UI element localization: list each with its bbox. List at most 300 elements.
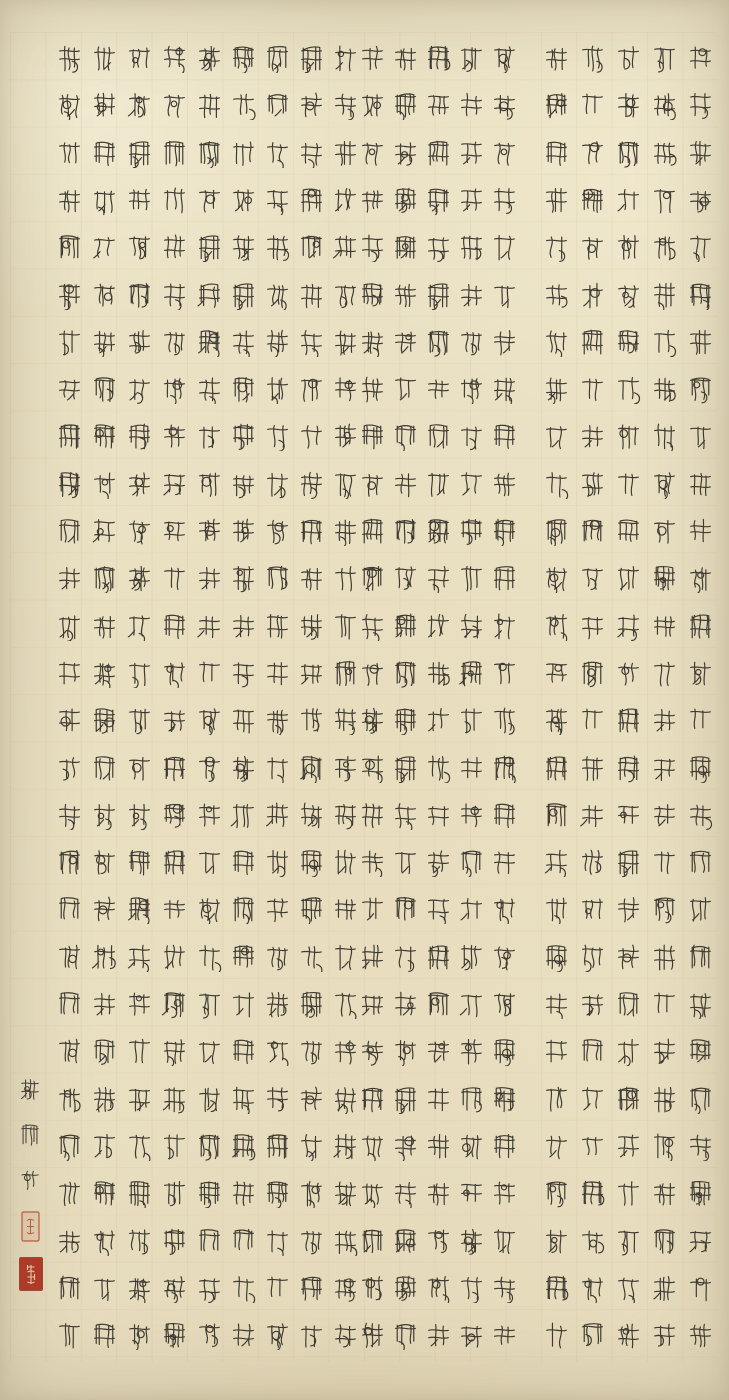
- seal-character: [87, 230, 121, 264]
- seal-character: [328, 892, 362, 926]
- seal-character: [87, 1081, 121, 1115]
- seal-character: [52, 182, 86, 216]
- seal-character: [52, 750, 86, 784]
- seal-character: [388, 372, 422, 406]
- seal-character: [575, 41, 609, 75]
- seal-character: [454, 1081, 488, 1115]
- seal-character: [421, 277, 455, 311]
- seal-character: [192, 608, 226, 642]
- seal-character: [52, 466, 86, 500]
- seal-character: [421, 1318, 455, 1352]
- seal-character: [575, 1318, 609, 1352]
- seal-character: [260, 987, 294, 1021]
- text-column-9: [388, 0, 422, 1400]
- seal-character: [157, 845, 191, 879]
- text-column-1: [683, 0, 717, 1400]
- seal-character: [122, 1223, 156, 1257]
- seal-character: [328, 324, 362, 358]
- seal-character: [52, 703, 86, 737]
- seal-character: [539, 182, 573, 216]
- seal-character: [454, 1034, 488, 1068]
- seal-character: [575, 514, 609, 548]
- seal-character: [647, 561, 681, 595]
- seal-character: [157, 703, 191, 737]
- seal-character: [421, 88, 455, 122]
- seal-character: [260, 324, 294, 358]
- seal-character: [328, 277, 362, 311]
- seal-character: [192, 797, 226, 831]
- seal-character: [294, 135, 328, 169]
- text-column-14: [226, 0, 260, 1400]
- seal-character: [294, 1270, 328, 1304]
- seal-character: [454, 750, 488, 784]
- seal-character: [454, 372, 488, 406]
- seal-character: [226, 41, 260, 75]
- seal-character: [87, 561, 121, 595]
- seal-character: [388, 514, 422, 548]
- text-column-11: [328, 0, 362, 1400]
- seal-character: [487, 1128, 521, 1162]
- seal-character: [87, 1176, 121, 1210]
- seal-character: [539, 514, 573, 548]
- seal-character: [575, 1081, 609, 1115]
- seal-character: [260, 135, 294, 169]
- seal-character: [647, 608, 681, 642]
- seal-character: [87, 1128, 121, 1162]
- seal-character: [388, 1176, 422, 1210]
- seal-character: [192, 750, 226, 784]
- seal-character: [539, 987, 573, 1021]
- seal-character: [87, 41, 121, 75]
- seal-character: [122, 892, 156, 926]
- seal-character: [122, 1128, 156, 1162]
- artist-seal-upper: [21, 1211, 40, 1242]
- seal-character: [454, 230, 488, 264]
- seal-character: [87, 939, 121, 973]
- seal-character: [388, 608, 422, 642]
- seal-character: [539, 277, 573, 311]
- seal-character: [87, 277, 121, 311]
- text-column-16: [157, 0, 191, 1400]
- seal-character: [192, 135, 226, 169]
- seal-character: [647, 466, 681, 500]
- seal-character: [647, 939, 681, 973]
- seal-character: [683, 1034, 717, 1068]
- seal-character: [157, 892, 191, 926]
- seal-character: [611, 608, 645, 642]
- seal-character: [388, 655, 422, 689]
- seal-character: [575, 1176, 609, 1210]
- seal-character: [575, 88, 609, 122]
- seal-character: [388, 703, 422, 737]
- seal-character: [122, 1270, 156, 1304]
- seal-character: [260, 703, 294, 737]
- seal-character: [260, 655, 294, 689]
- seal-character: [87, 514, 121, 548]
- seal-character: [157, 608, 191, 642]
- seal-character: [454, 1270, 488, 1304]
- seal-character: [122, 514, 156, 548]
- seal-character: [157, 750, 191, 784]
- seal-character: [157, 182, 191, 216]
- seal-character: [575, 1223, 609, 1257]
- seal-character: [421, 1223, 455, 1257]
- seal-character: [683, 1176, 717, 1210]
- seal-character: [421, 703, 455, 737]
- seal-character: [294, 1318, 328, 1352]
- seal-character: [157, 939, 191, 973]
- seal-character: [575, 1034, 609, 1068]
- seal-character: [52, 939, 86, 973]
- seal-character: [683, 797, 717, 831]
- seal-character: [683, 1318, 717, 1352]
- seal-character: [388, 419, 422, 453]
- seal-character: [487, 41, 521, 75]
- seal-character: [388, 845, 422, 879]
- seal-character: [647, 135, 681, 169]
- seal-character: [388, 466, 422, 500]
- seal-character: [52, 372, 86, 406]
- seal-character: [294, 939, 328, 973]
- seal-character: [157, 797, 191, 831]
- seal-character: [454, 419, 488, 453]
- seal-character: [683, 608, 717, 642]
- seal-character: [328, 608, 362, 642]
- seal-character: [454, 797, 488, 831]
- seal-character: [294, 1034, 328, 1068]
- seal-character: [647, 88, 681, 122]
- seal-character: [294, 703, 328, 737]
- seal-character: [157, 1176, 191, 1210]
- seal-character: [294, 1176, 328, 1210]
- seal-character: [157, 230, 191, 264]
- seal-character: [294, 419, 328, 453]
- seal-character: [611, 845, 645, 879]
- seal-character: [52, 987, 86, 1021]
- seal-character: [294, 987, 328, 1021]
- seal-character: [454, 41, 488, 75]
- seal-character: [388, 1034, 422, 1068]
- seal-character: [575, 561, 609, 595]
- seal-character: [647, 655, 681, 689]
- seal-character: [575, 419, 609, 453]
- seal-character: [539, 1176, 573, 1210]
- seal-character: [575, 1270, 609, 1304]
- seal-character: [87, 419, 121, 453]
- seal-character: [683, 845, 717, 879]
- signature-character: [17, 1121, 43, 1147]
- seal-character: [388, 182, 422, 216]
- seal-character: [421, 845, 455, 879]
- seal-character: [260, 797, 294, 831]
- seal-character: [328, 797, 362, 831]
- text-column-4: [575, 0, 609, 1400]
- seal-character: [226, 514, 260, 548]
- seal-character: [487, 1176, 521, 1210]
- seal-character: [192, 845, 226, 879]
- seal-character: [192, 514, 226, 548]
- seal-character: [260, 88, 294, 122]
- seal-character: [421, 797, 455, 831]
- seal-character: [539, 1128, 573, 1162]
- seal-character: [52, 561, 86, 595]
- seal-character: [647, 230, 681, 264]
- seal-character: [454, 892, 488, 926]
- seal-character: [421, 1176, 455, 1210]
- seal-character: [122, 608, 156, 642]
- seal-character: [122, 135, 156, 169]
- seal-character: [454, 939, 488, 973]
- seal-character: [388, 561, 422, 595]
- seal-character: [87, 1270, 121, 1304]
- seal-character: [294, 1223, 328, 1257]
- seal-character: [122, 466, 156, 500]
- seal-character: [52, 845, 86, 879]
- seal-character: [539, 324, 573, 358]
- seal-character: [157, 277, 191, 311]
- seal-character: [487, 182, 521, 216]
- seal-character: [52, 608, 86, 642]
- seal-character: [487, 703, 521, 737]
- seal-character: [87, 750, 121, 784]
- seal-character: [260, 1081, 294, 1115]
- seal-character: [328, 88, 362, 122]
- seal-character: [647, 987, 681, 1021]
- seal-character: [487, 466, 521, 500]
- seal-character: [122, 1176, 156, 1210]
- seal-character: [122, 88, 156, 122]
- seal-character: [260, 939, 294, 973]
- seal-character: [647, 1176, 681, 1210]
- seal-character: [294, 466, 328, 500]
- seal-character: [192, 88, 226, 122]
- seal-character: [226, 1081, 260, 1115]
- seal-character: [87, 797, 121, 831]
- seal-character: [260, 1176, 294, 1210]
- seal-character: [487, 88, 521, 122]
- seal-character: [611, 372, 645, 406]
- seal-character: [122, 1318, 156, 1352]
- seal-character: [683, 182, 717, 216]
- seal-character: [328, 466, 362, 500]
- seal-character: [328, 135, 362, 169]
- seal-character: [192, 182, 226, 216]
- seal-character: [122, 1081, 156, 1115]
- seal-character: [388, 88, 422, 122]
- seal-character: [157, 1270, 191, 1304]
- seal-character: [328, 1034, 362, 1068]
- seal-character: [87, 182, 121, 216]
- seal-character: [539, 466, 573, 500]
- text-column-2: [647, 0, 681, 1400]
- seal-character: [52, 324, 86, 358]
- seal-character: [294, 182, 328, 216]
- seal-character: [683, 41, 717, 75]
- seal-character: [647, 892, 681, 926]
- seal-character: [226, 750, 260, 784]
- seal-character: [575, 277, 609, 311]
- seal-character: [294, 41, 328, 75]
- seal-character: [611, 1128, 645, 1162]
- seal-character: [575, 182, 609, 216]
- seal-character: [192, 277, 226, 311]
- seal-character: [260, 230, 294, 264]
- seal-character: [487, 1081, 521, 1115]
- signature-character: [17, 1166, 43, 1192]
- seal-character: [487, 987, 521, 1021]
- seal-character: [683, 750, 717, 784]
- seal-character: [122, 987, 156, 1021]
- seal-character: [575, 1128, 609, 1162]
- seal-character: [226, 987, 260, 1021]
- seal-character: [328, 655, 362, 689]
- seal-character: [226, 1223, 260, 1257]
- seal-character: [226, 655, 260, 689]
- seal-character: [226, 703, 260, 737]
- seal-character: [294, 797, 328, 831]
- seal-character: [611, 88, 645, 122]
- seal-character: [87, 1223, 121, 1257]
- seal-character: [421, 608, 455, 642]
- seal-character: [388, 1270, 422, 1304]
- seal-character: [122, 750, 156, 784]
- seal-character: [192, 230, 226, 264]
- seal-character: [226, 277, 260, 311]
- seal-character: [454, 88, 488, 122]
- seal-character: [328, 372, 362, 406]
- seal-character: [575, 750, 609, 784]
- seal-character: [611, 182, 645, 216]
- seal-character: [122, 655, 156, 689]
- seal-character: [260, 1223, 294, 1257]
- seal-character: [683, 372, 717, 406]
- seal-character: [328, 939, 362, 973]
- seal-character: [388, 277, 422, 311]
- seal-character: [122, 230, 156, 264]
- seal-character: [487, 608, 521, 642]
- seal-character: [683, 939, 717, 973]
- seal-character: [487, 1270, 521, 1304]
- seal-character: [192, 1318, 226, 1352]
- seal-character: [539, 419, 573, 453]
- seal-character: [539, 892, 573, 926]
- seal-character: [683, 135, 717, 169]
- seal-character: [328, 419, 362, 453]
- seal-character: [487, 324, 521, 358]
- seal-character: [611, 1176, 645, 1210]
- seal-character: [487, 135, 521, 169]
- seal-character: [52, 277, 86, 311]
- seal-character: [328, 1176, 362, 1210]
- seal-character: [87, 845, 121, 879]
- seal-character: [52, 892, 86, 926]
- text-column-7: [454, 0, 488, 1400]
- seal-character: [575, 135, 609, 169]
- seal-character: [539, 1318, 573, 1352]
- seal-character: [260, 372, 294, 406]
- seal-character: [294, 514, 328, 548]
- seal-character: [260, 1034, 294, 1068]
- seal-character: [328, 230, 362, 264]
- seal-character: [52, 419, 86, 453]
- seal-character: [575, 845, 609, 879]
- seal-character: [454, 182, 488, 216]
- text-column-19: [52, 0, 86, 1400]
- seal-character: [260, 466, 294, 500]
- seal-character: [87, 372, 121, 406]
- seal-character: [192, 1128, 226, 1162]
- seal-character: [611, 1081, 645, 1115]
- seal-character: [611, 324, 645, 358]
- seal-character: [421, 1270, 455, 1304]
- seal-character: [421, 939, 455, 973]
- seal-character: [647, 419, 681, 453]
- seal-character: [454, 1223, 488, 1257]
- seal-character: [294, 372, 328, 406]
- seal-character: [260, 561, 294, 595]
- seal-character: [294, 1081, 328, 1115]
- seal-character: [647, 1318, 681, 1352]
- seal-character: [192, 655, 226, 689]
- seal-character: [328, 561, 362, 595]
- seal-character: [226, 466, 260, 500]
- seal-character: [388, 987, 422, 1021]
- seal-character: [157, 1034, 191, 1068]
- seal-character: [388, 750, 422, 784]
- seal-character: [611, 514, 645, 548]
- seal-character: [611, 987, 645, 1021]
- seal-character: [52, 88, 86, 122]
- seal-character: [647, 1270, 681, 1304]
- seal-character: [226, 1318, 260, 1352]
- seal-character: [226, 182, 260, 216]
- seal-character: [157, 324, 191, 358]
- seal-character: [611, 655, 645, 689]
- seal-character: [487, 230, 521, 264]
- seal-character: [611, 892, 645, 926]
- seal-character: [539, 750, 573, 784]
- seal-character: [294, 88, 328, 122]
- seal-character: [454, 703, 488, 737]
- seal-character: [683, 987, 717, 1021]
- seal-character: [539, 939, 573, 973]
- seal-character: [539, 703, 573, 737]
- seal-character: [683, 1128, 717, 1162]
- seal-character: [647, 1081, 681, 1115]
- seal-character: [226, 1176, 260, 1210]
- seal-character: [226, 1034, 260, 1068]
- seal-character: [192, 419, 226, 453]
- seal-character: [122, 277, 156, 311]
- seal-character: [539, 230, 573, 264]
- seal-character: [226, 797, 260, 831]
- seal-character: [294, 324, 328, 358]
- seal-character: [226, 939, 260, 973]
- seal-character: [328, 1318, 362, 1352]
- seal-character: [87, 608, 121, 642]
- seal-character: [683, 561, 717, 595]
- seal-character: [388, 41, 422, 75]
- seal-character: [87, 324, 121, 358]
- seal-character: [454, 1128, 488, 1162]
- artist-seal-lower: [19, 1257, 43, 1291]
- seal-character: [226, 230, 260, 264]
- seal-character: [52, 1318, 86, 1352]
- seal-character: [260, 419, 294, 453]
- seal-character: [192, 1223, 226, 1257]
- seal-character: [611, 750, 645, 784]
- seal-character: [454, 466, 488, 500]
